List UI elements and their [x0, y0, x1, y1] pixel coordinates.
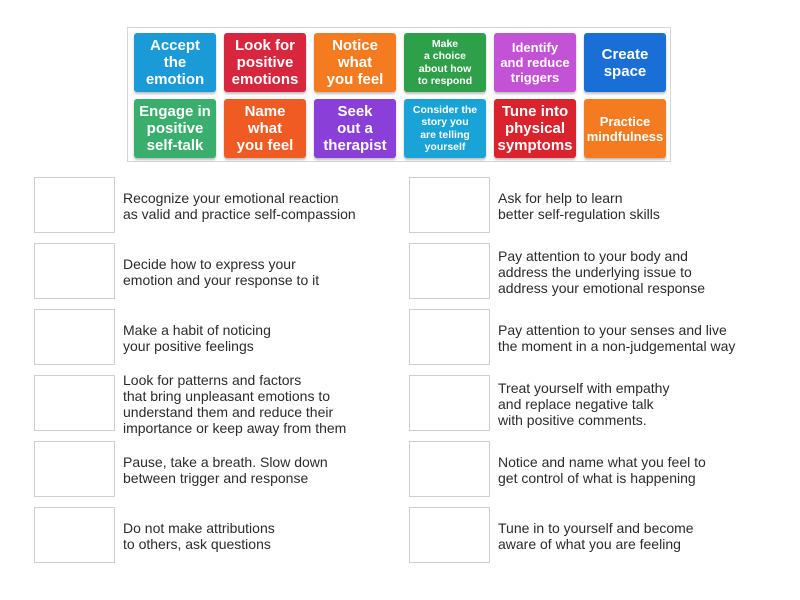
match-row-right: [409, 243, 789, 301]
description-text: Pause, take a breath. Slow down between trigger and response: [123, 454, 328, 486]
answer-tile[interactable]: Accept the emotion: [134, 33, 216, 92]
answer-tile[interactable]: Practice mindfulness: [584, 99, 666, 158]
drop-target-box[interactable]: [34, 309, 115, 365]
description-text: Ask for help to learn better self-regulation skills: [498, 190, 660, 222]
match-row-left: [34, 177, 414, 235]
description-text: Tune in to yourself and become aware of what you are feeling: [498, 520, 694, 552]
description-text: Look for patterns and factors that bring unpleasant emotions to understand them and reduce their importance or keep away from them: [123, 372, 347, 436]
drop-target-box[interactable]: [409, 375, 490, 431]
drop-target-box[interactable]: [34, 441, 115, 497]
description-text: Notice and name what you feel to get control of what is happening: [498, 454, 706, 486]
match-row-left: [34, 441, 414, 499]
description-text: Decide how to express your emotion and your response to it: [123, 256, 320, 288]
answer-tile[interactable]: Create space: [584, 33, 666, 92]
answer-tile[interactable]: Seek out a therapist: [314, 99, 396, 158]
match-row-right: [409, 507, 789, 565]
description-text: Recognize your emotional reaction as valid and practice self-compassion: [123, 190, 356, 222]
drop-target-box[interactable]: [409, 309, 490, 365]
answer-tile[interactable]: Consider the story you are telling yourself: [404, 99, 486, 158]
match-row-right: [409, 309, 789, 367]
drop-target-box[interactable]: [34, 375, 115, 431]
match-row-right: [409, 177, 789, 235]
description-text: Make a habit of noticing your positive feelings: [123, 322, 271, 354]
answer-tile[interactable]: Look for positive emotions: [224, 33, 306, 92]
description-text: Treat yourself with empathy and replace negative talk with positive comments.: [498, 380, 670, 428]
drop-target-box[interactable]: [409, 177, 490, 233]
tile-bank: [127, 27, 671, 162]
match-row-left: [34, 372, 414, 436]
description-text: Pay attention to your body and address the underlying issue to address your emotional response: [498, 248, 706, 296]
answer-tile[interactable]: Engage in positive self-talk: [134, 99, 216, 158]
answer-tile[interactable]: Tune into physical symptoms: [494, 99, 576, 158]
drop-target-box[interactable]: [34, 243, 115, 299]
match-row-left: [34, 309, 414, 367]
match-row-right: [409, 375, 789, 433]
answer-tile[interactable]: Make a choice about how to respond: [404, 33, 486, 92]
match-row-right: [409, 441, 789, 499]
drop-target-box[interactable]: [409, 441, 490, 497]
drop-target-box[interactable]: [34, 507, 115, 563]
answer-tile[interactable]: Notice what you feel: [314, 33, 396, 92]
description-text: Pay attention to your senses and live the moment in a non-judgemental way: [498, 322, 736, 354]
description-text: Do not make attributions to others, ask questions: [123, 520, 275, 552]
drop-target-box[interactable]: [409, 507, 490, 563]
drop-target-box[interactable]: [409, 243, 490, 299]
match-row-left: [34, 507, 414, 565]
match-row-left: [34, 243, 414, 301]
answer-tile[interactable]: Identify and reduce triggers: [494, 33, 576, 92]
answer-tile[interactable]: Name what you feel: [224, 99, 306, 158]
drop-target-box[interactable]: [34, 177, 115, 233]
